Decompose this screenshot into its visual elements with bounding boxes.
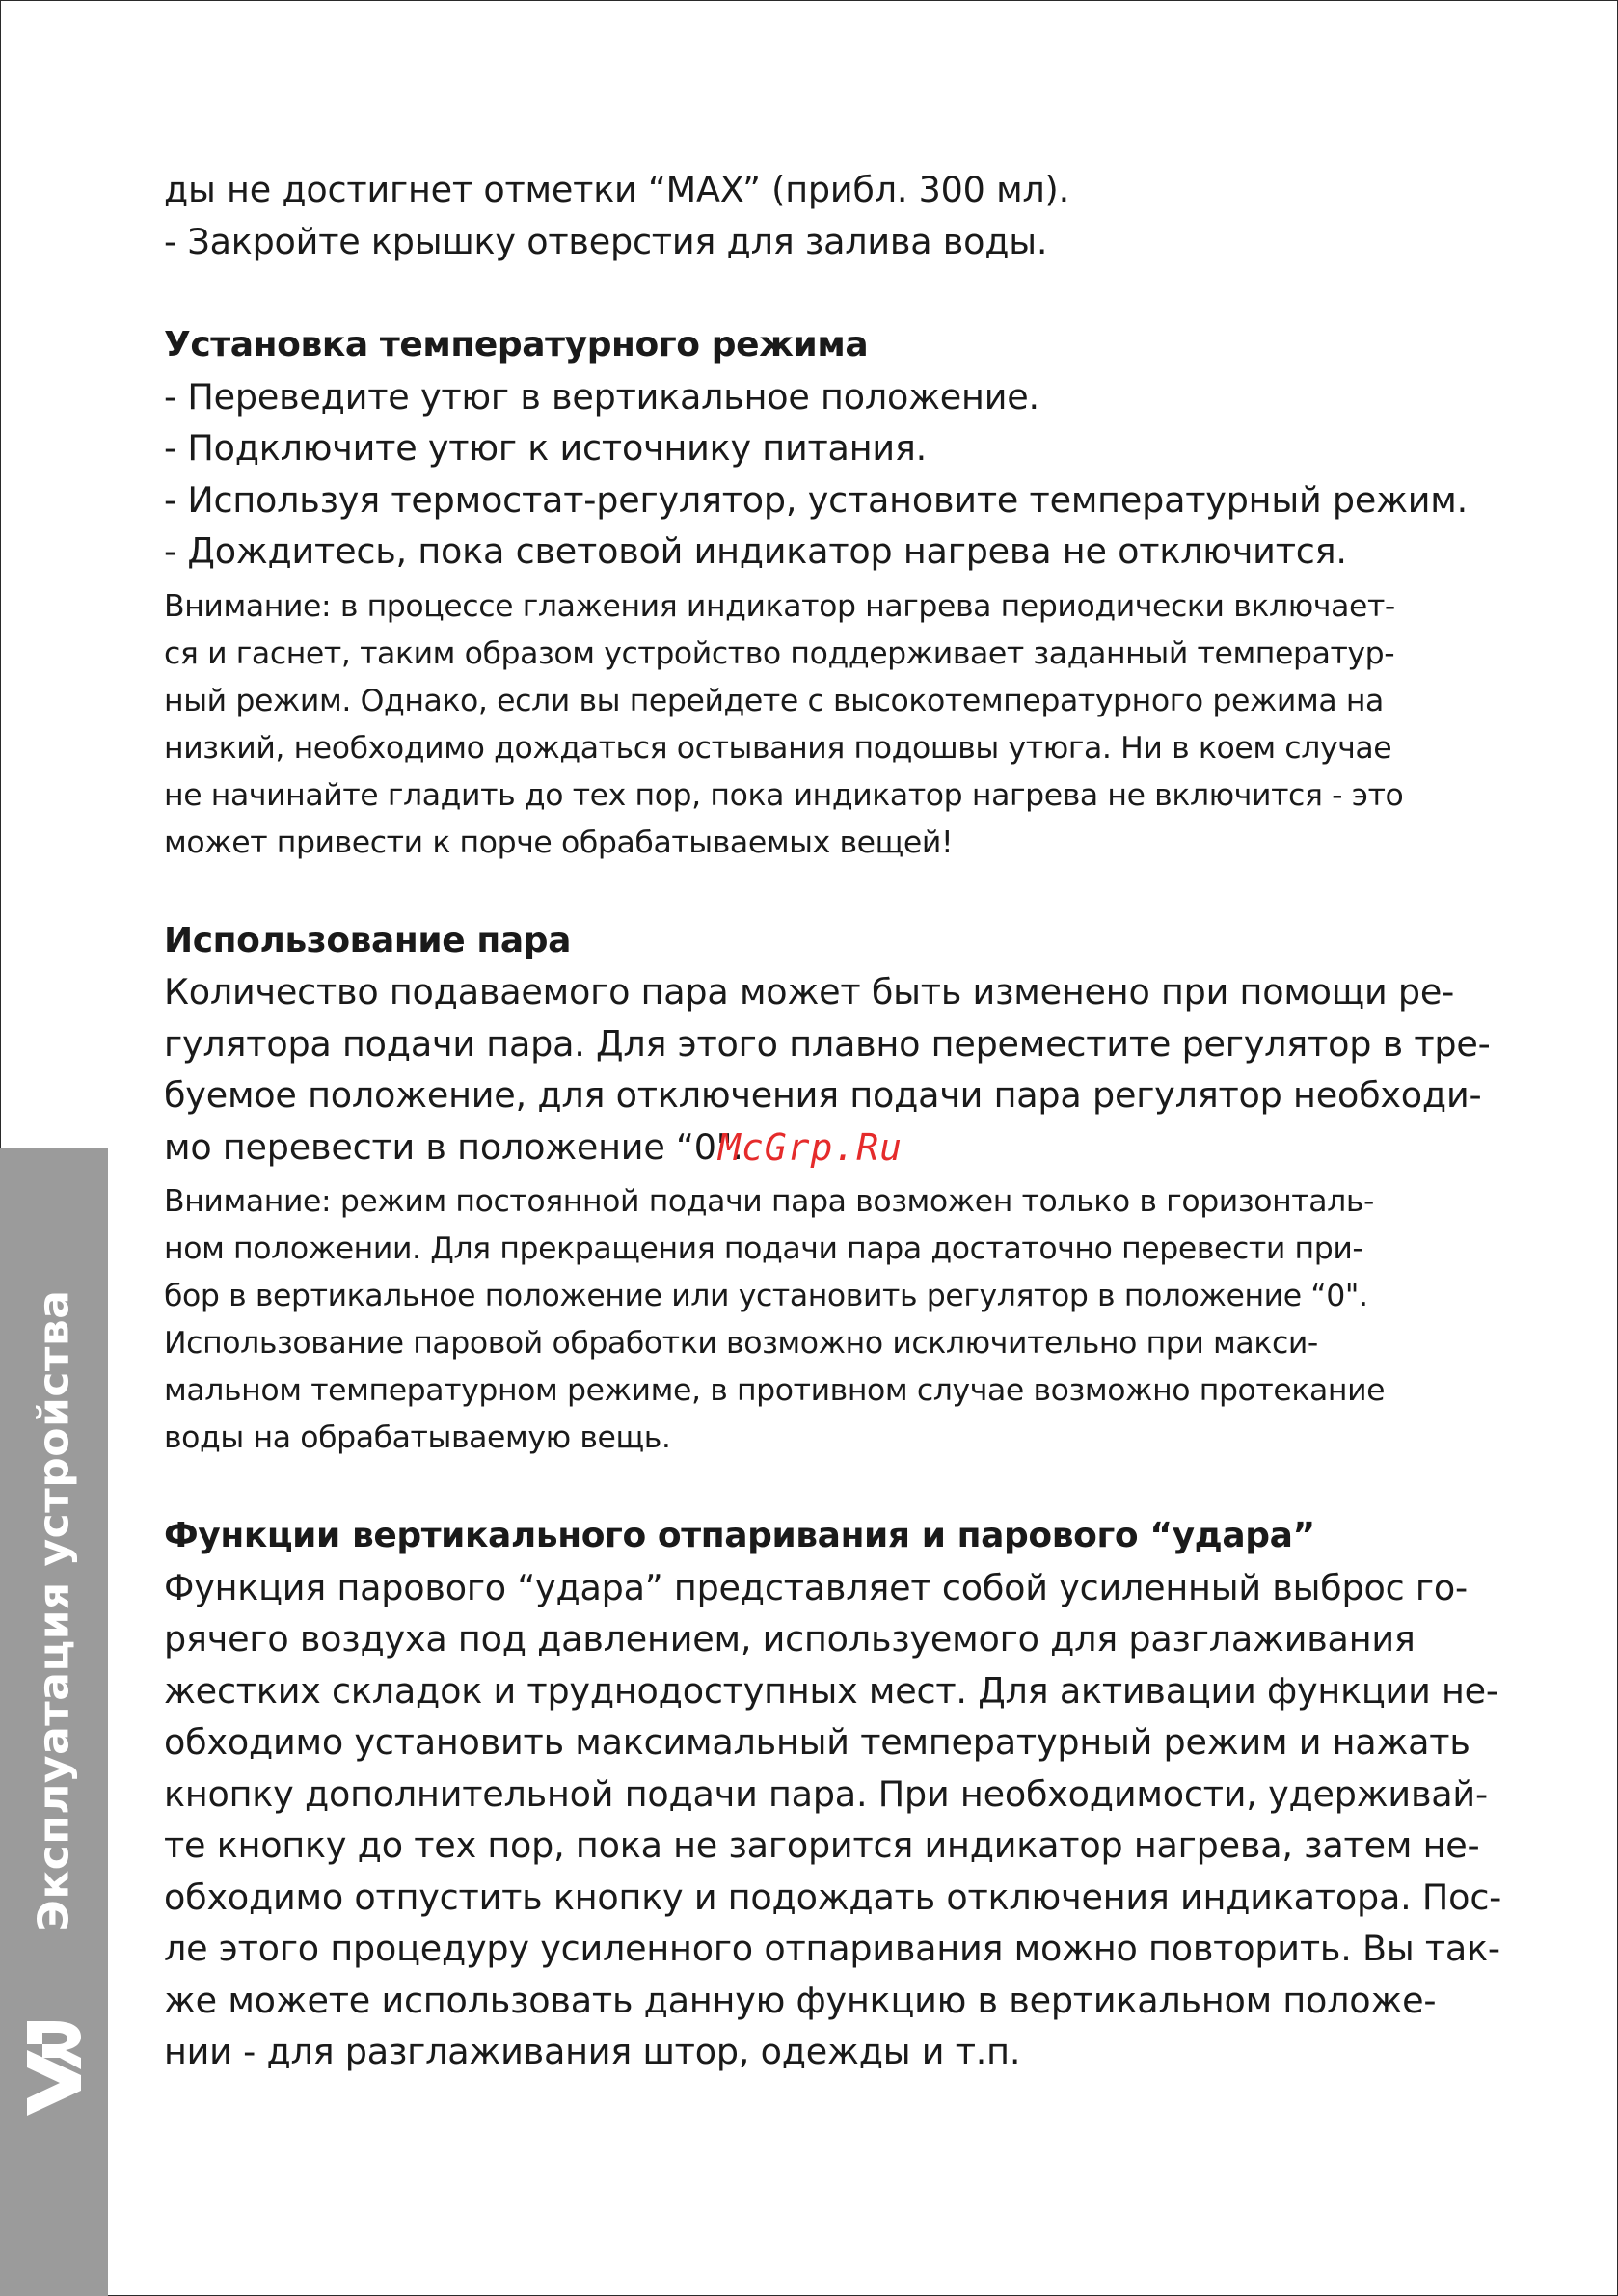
section-steam-burst <box>164 1510 1502 2078</box>
text-line: - Переведите утюг в вертикальное положение. <box>164 375 1039 418</box>
note-line: мальном температурном режиме, в противном случае возможно протекание <box>164 1373 1386 1408</box>
note-line: может привести к порче обрабатываемых вещей! <box>164 824 954 860</box>
text-line: обходимо установить максимальный температурный режим и нажать <box>164 1721 1470 1763</box>
text-line: буемое положение, для отключения подачи пара регулятор необходи- <box>164 1074 1482 1116</box>
note-line: низкий, необходимо дождаться остывания подошвы утюга. Ни в коем случае <box>164 730 1392 766</box>
warning-note <box>164 583 1495 867</box>
text-line: рячего воздуха под давлением, используемого для разглаживания <box>164 1618 1416 1660</box>
note-line: не начинайте гладить до тех пор, пока индикатор нагрева не включится - это <box>164 777 1404 813</box>
text-line: Количество подаваемого пара может быть изменено при помощи ре- <box>164 971 1455 1013</box>
note-line: Внимание: режим постоянной подачи пара возможен только в горизонталь- <box>164 1184 1374 1219</box>
intro-block <box>164 164 1495 267</box>
text-line: мо перевести в положение “0". <box>164 1125 743 1168</box>
watermark: McGrp.Ru <box>718 1126 903 1169</box>
warning-note <box>164 1178 1495 1462</box>
note-line: Внимание: в процессе глажения индикатор нагрева периодически включает- <box>164 588 1395 624</box>
section-heading: Использование пара <box>164 920 572 960</box>
note-line: ся и гаснет, таким образом устройство поддерживает заданный температур- <box>164 635 1395 671</box>
note-line: ный режим. Однако, если вы перейдете с высокотемпературного режима на <box>164 683 1384 718</box>
section-heading: Установка температурного режима <box>164 325 869 365</box>
text-line: нии - для разглаживания штор, одежды и т.п. <box>164 2031 1021 2072</box>
text-line: же можете использовать данную функцию в вертикальном положе- <box>164 1979 1437 2021</box>
text-line: ды не достигнет отметки “MAX” (прибл. 300 мл). <box>164 169 1069 210</box>
text-line: обходимо отпустить кнопку и подождать отключения индикатора. Пос- <box>164 1876 1502 1918</box>
note-line: Использование паровой обработки возможно исключительно при макси- <box>164 1326 1318 1361</box>
text-line: ле этого процедуру усиленного отпаривания можно повторить. Вы так- <box>164 1928 1500 1969</box>
text-line: те кнопку до тех пор, пока не загорится индикатор нагрева, затем не- <box>164 1824 1480 1866</box>
vr-logo-icon <box>21 2015 87 2121</box>
note-line: воды на обрабатываемую вещь. <box>164 1420 671 1455</box>
text-line: - Дождитесь, пока световой индикатор нагрева не отключится. <box>164 530 1347 572</box>
text-line: кнопку дополнительной подачи пара. При необходимости, удерживай- <box>164 1772 1488 1815</box>
text-line: жестких складок и труднодоступных мест. Для активации функции не- <box>164 1669 1498 1712</box>
section-heading: Функции вертикального отпаривания и парового “удара” <box>164 1516 1315 1555</box>
sidebar-section-title: Эксплуатация устройства <box>29 1289 79 1931</box>
note-line: бор в вертикальное положение или установить регулятор в положение “0". <box>164 1279 1368 1313</box>
text-line: Функция парового “удара” представляет собой усиленный выброс го- <box>164 1566 1468 1608</box>
note-line: ном положении. Для прекращения подачи пара достаточно перевести при- <box>164 1231 1363 1266</box>
text-line: - Закройте крышку отверстия для залива воды. <box>164 220 1048 262</box>
text-line: - Подключите утюг к источнику питания. <box>164 427 928 469</box>
text-line: - Используя термостат-регулятор, установите температурный режим. <box>164 478 1469 521</box>
section-temperature <box>164 319 1495 867</box>
text-line: гулятора подачи пара. Для этого плавно переместите регулятор в тре- <box>164 1022 1491 1065</box>
document-body <box>164 164 1502 2078</box>
section-steam <box>164 915 1495 1463</box>
